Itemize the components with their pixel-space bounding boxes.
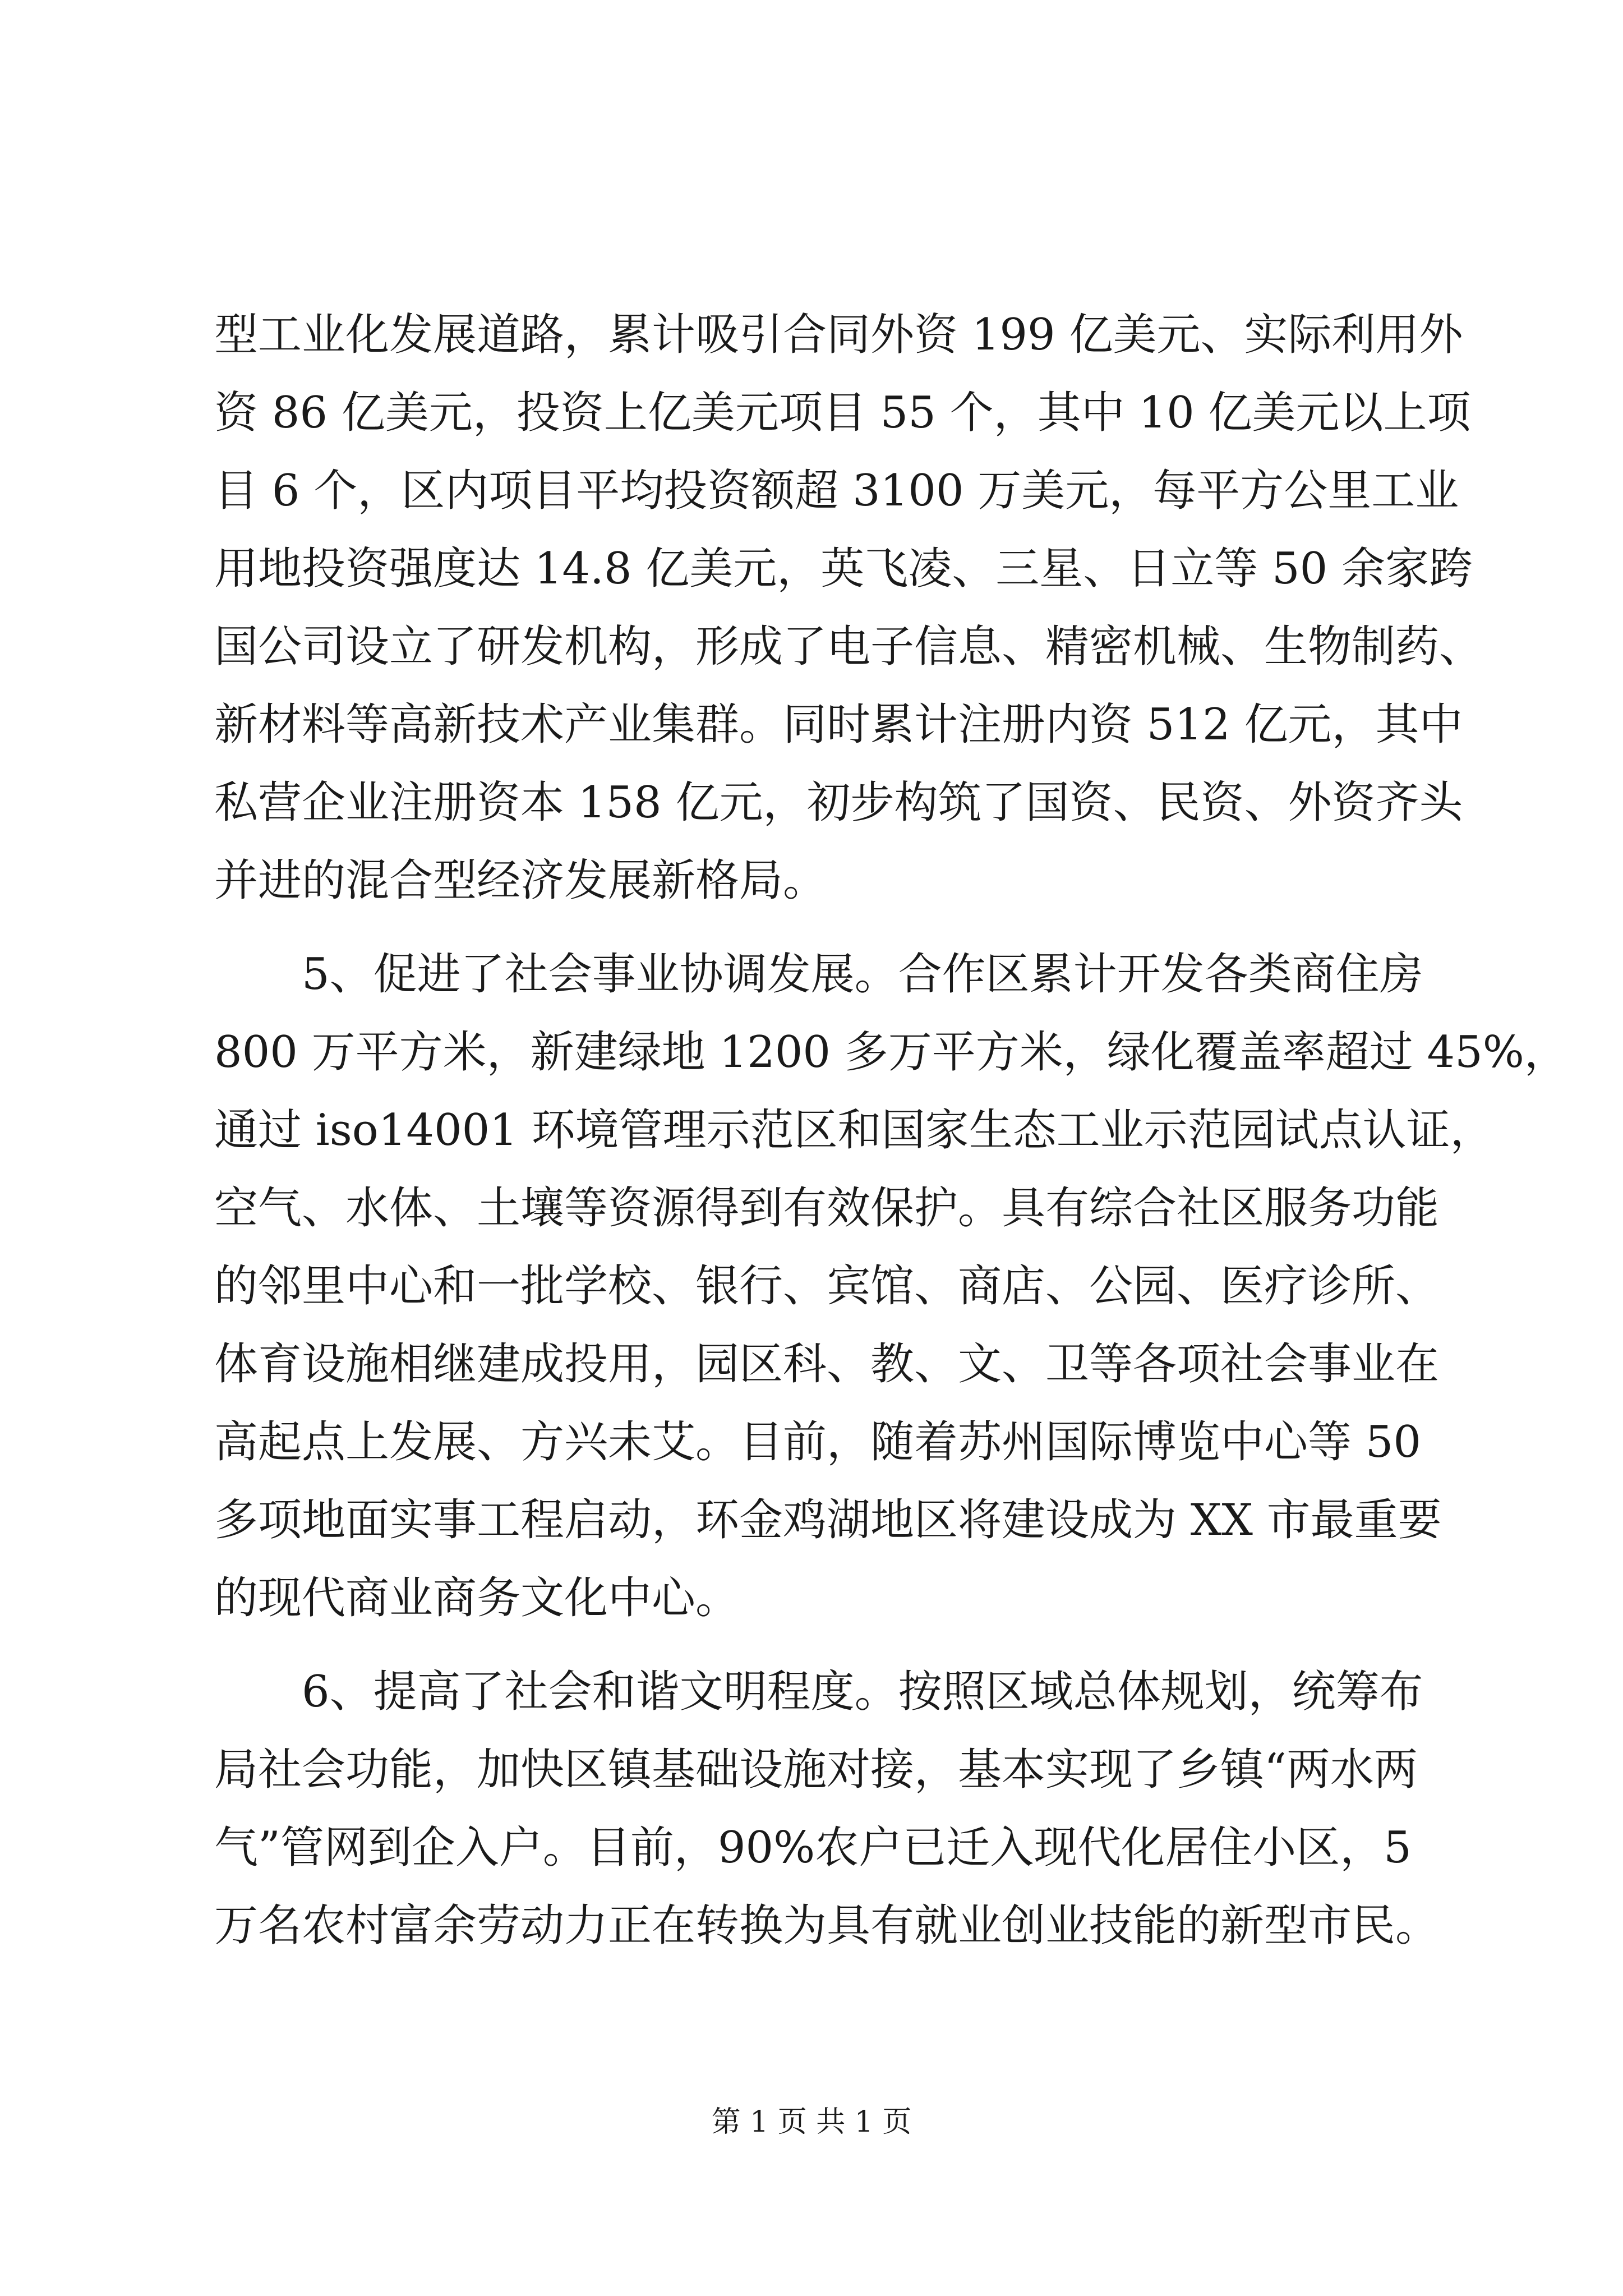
paragraph-line: 多项地面实事工程启动，环金鸡湖地区将建设成为 XX 市最重要 <box>214 1495 1442 1545</box>
document-body <box>214 296 1568 1965</box>
paragraph-line: 万名农村富余劳动力正在转换为具有就业创业技能的新型市民。 <box>214 1901 1440 1951</box>
paragraph-line: 高起点上发展、方兴未艾。目前，随着苏州国际博览中心等 50 <box>214 1417 1422 1467</box>
paragraph-line: 局社会功能，加快区镇基础设施对接，基本实现了乡镇“两水两 <box>214 1745 1418 1795</box>
paragraph-line: 并进的混合型经济发展新格局。 <box>214 855 827 906</box>
paragraph-line: 国公司设立了研发机构，形成了电子信息、精密机械、生物制药、 <box>214 622 1483 672</box>
paragraph-line: 5、促进了社会事业协调发展。合作区累计开发各类商住房 <box>302 949 1423 1000</box>
paragraph-line: 的邻里中心和一批学校、银行、宾馆、商店、公园、医疗诊所、 <box>214 1261 1440 1312</box>
paragraph-2 <box>214 936 1568 1637</box>
paragraph-line: 目 6 个，区内项目平均投资额超 3100 万美元，每平方公里工业 <box>214 466 1459 516</box>
paragraph-spacer <box>214 920 1408 936</box>
paragraph-line: 空气、水体、土壤等资源得到有效保护。具有综合社区服务功能 <box>214 1183 1440 1234</box>
paragraph-line: 气”管网到企入户。目前，90%农户已迁入现代化居住小区，5 <box>214 1823 1412 1873</box>
paragraph-line: 6、提高了社会和谐文明程度。按照区域总体规划，统筹布 <box>302 1667 1423 1717</box>
paragraph-3 <box>214 1653 1440 1965</box>
paragraph-spacer <box>214 1637 1408 1653</box>
page-number-footer: 第 1 页 共 1 页 <box>711 2105 912 2139</box>
paragraph-line: 型工业化发展道路，累计吸引合同外资 199 亿美元、实际利用外 <box>214 310 1463 360</box>
paragraph-line: 通过 iso14001 环境管理示范区和国家生态工业示范园试点认证， <box>214 1105 1494 1156</box>
paragraph-line: 体育设施相继建成投用，园区科、教、文、卫等各项社会事业在 <box>214 1339 1440 1389</box>
paragraph-1 <box>214 296 1483 920</box>
paragraph-line: 私营企业注册资本 158 亿元，初步构筑了国资、民资、外资齐头 <box>214 777 1463 828</box>
paragraph-line: 的现代商业商务文化中心。 <box>214 1573 740 1623</box>
paragraph-line: 800 万平方米，新建绿地 1200 多万平方米，绿化覆盖率超过 45%， <box>214 1027 1568 1078</box>
paragraph-line: 新材料等高新技术产业集群。同时累计注册内资 512 亿元，其中 <box>214 700 1463 750</box>
paragraph-line: 用地投资强度达 14.8 亿美元，英飞凌、三星、日立等 50 余家跨 <box>214 544 1473 594</box>
paragraph-line: 资 86 亿美元，投资上亿美元项目 55 个，其中 10 亿美元以上项 <box>214 388 1471 438</box>
